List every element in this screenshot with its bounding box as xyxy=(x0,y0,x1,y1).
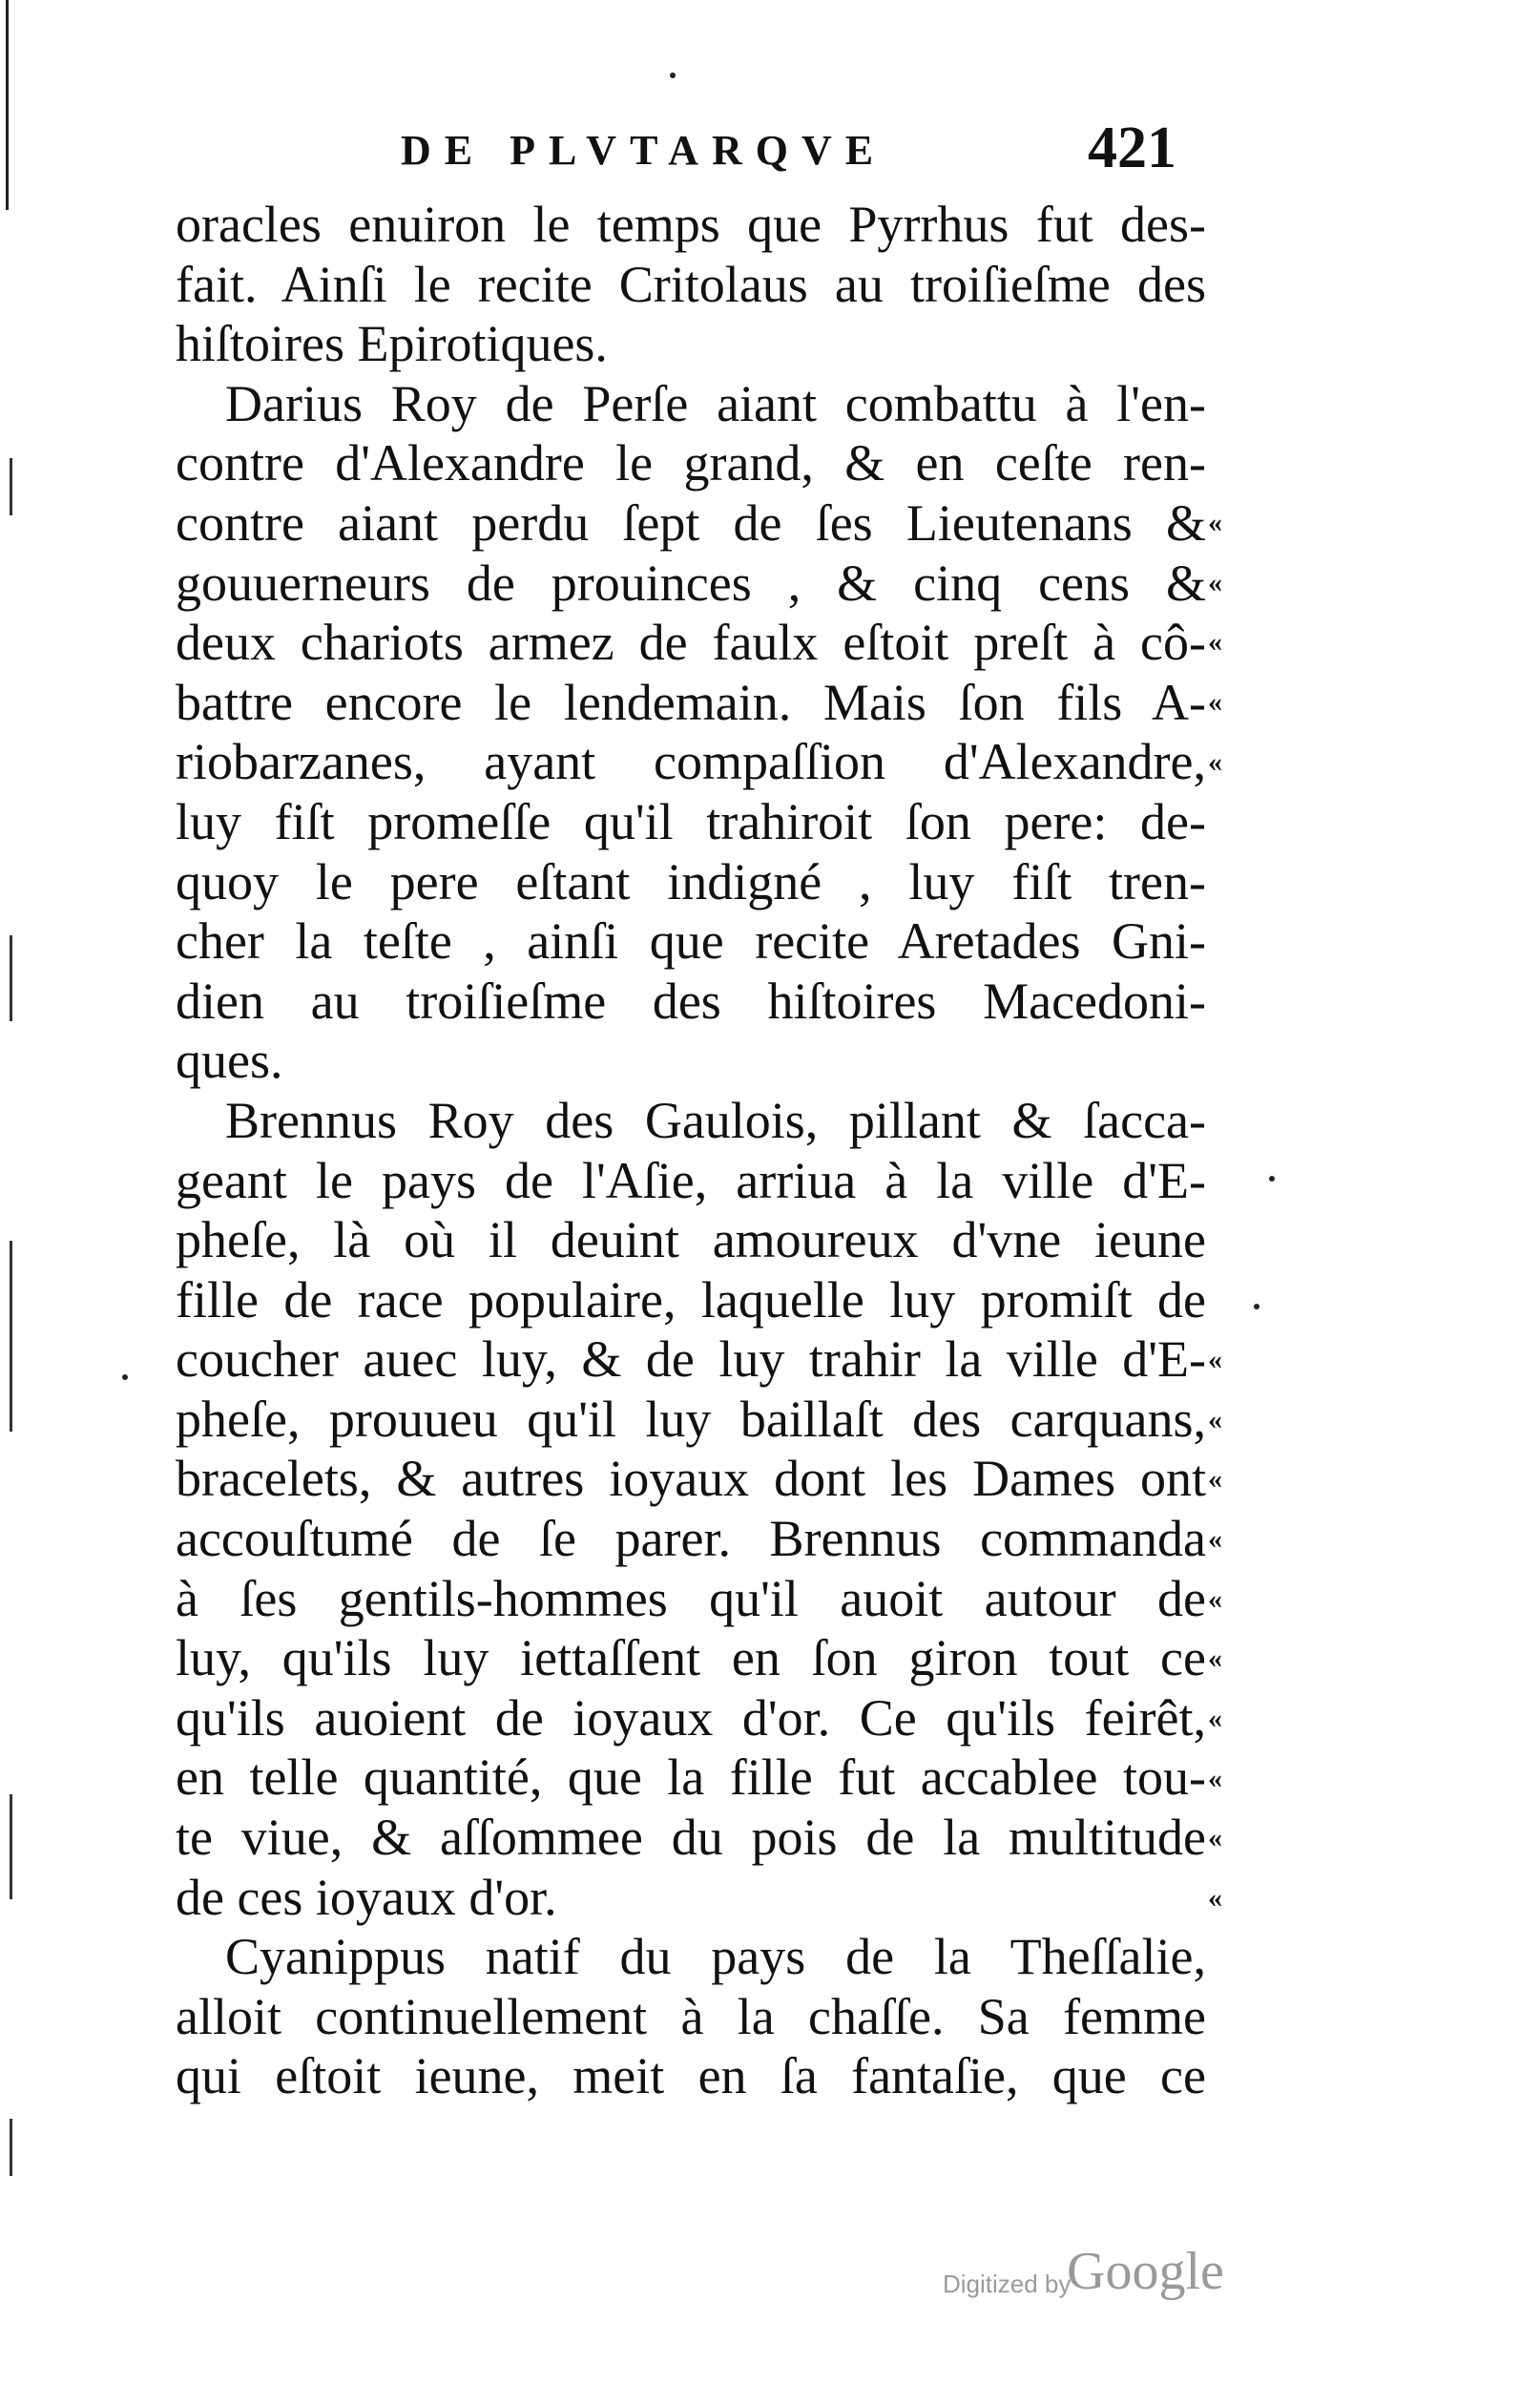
text-line: cher la teſte , ainſi que recite Aretades Gni- xyxy=(176,912,1206,971)
text-line: luy, qu'ils luy iettaſſent en ſon giron tout ce xyxy=(176,1629,1206,1687)
text-line: en telle quantité, que la fille fut accablee tou- xyxy=(176,1748,1206,1807)
text-line: fait. Ainſi le recite Critolaus au troiſieſme des xyxy=(176,255,1206,313)
text-line: alloit continuellement à la chaſſe. Sa femme xyxy=(176,1987,1206,2045)
text-line: luy fiſt promeſſe qu'il trahiroit ſon pere: de- xyxy=(176,792,1206,850)
marginal-quote-mark: « xyxy=(1208,1822,1222,1853)
text-line: qui eſtoit ieune, meit en ſa fantaſie, que ce xyxy=(176,2047,1206,2105)
scan-edge-mark xyxy=(10,458,12,515)
marginal-quote-mark: « xyxy=(1208,1643,1222,1674)
marginal-quote-mark: « xyxy=(1208,507,1222,538)
text-line: ques. xyxy=(176,1032,283,1090)
marginal-quote-mark: « xyxy=(1208,1583,1222,1615)
marginal-quote-mark: « xyxy=(1208,686,1222,718)
text-line: de ces ioyaux d'or. xyxy=(176,1868,557,1926)
text-line: quoy le pere eſtant indigné , luy fiſt tren- xyxy=(176,852,1206,910)
paragraph-start-line: Cyanippus natif du pays de la Theſſalie, xyxy=(225,1928,1206,1986)
scan-edge-mark xyxy=(10,935,12,1021)
marginal-quote-mark: « xyxy=(1208,746,1222,778)
page-number: 421 xyxy=(1088,115,1176,180)
marginal-quote-mark: « xyxy=(1208,1882,1222,1914)
text-line: dien au troiſieſme des hiſtoires Macedoni- xyxy=(176,972,1206,1030)
text-line: pheſe, là où il deuint amoureux d'vne ieune xyxy=(176,1211,1206,1269)
scan-edge-mark xyxy=(10,1794,12,1899)
print-speck xyxy=(122,1374,128,1380)
text-line: accouſtumé de ſe parer. Brennus commanda xyxy=(176,1510,1206,1568)
running-head: DE PLVTARQVE xyxy=(401,127,887,174)
text-line: geant le pays de l'Aſie, arriua à la ville d'E- xyxy=(176,1151,1206,1209)
text-line: oracles enuiron le temps que Pyrrhus fut des- xyxy=(176,196,1206,253)
text-line: battre encore le lendemain. Mais ſon fils A- xyxy=(176,673,1206,731)
marginal-quote-mark: « xyxy=(1208,626,1222,658)
paragraph-start-line: Darius Roy de Perſe aiant combattu à l'en- xyxy=(225,374,1206,432)
text-line: gouuerneurs de prouinces , & cinq cens & xyxy=(176,554,1206,612)
scan-edge-mark xyxy=(10,1241,12,1432)
scan-edge-mark xyxy=(10,2119,12,2176)
text-line: pheſe, prouueu qu'il luy baillaſt des carquans, xyxy=(176,1390,1206,1448)
print-speck xyxy=(1254,1304,1259,1309)
google-watermark: Google xyxy=(1067,2242,1224,2301)
text-line: te viue, & aſſommee du pois de la multitude xyxy=(176,1809,1206,1867)
text-line: riobarzanes, ayant compaſſion d'Alexandre, xyxy=(176,733,1206,791)
marginal-quote-mark: « xyxy=(1208,1523,1222,1555)
text-line: contre aiant perdu ſept de ſes Lieutenans & xyxy=(176,493,1206,552)
marginal-quote-mark: « xyxy=(1208,1763,1222,1794)
text-line: hiſtoires Epirotiques. xyxy=(176,315,608,373)
print-speck xyxy=(1269,1176,1275,1182)
text-line: fille de race populaire, laquelle luy promiſt de xyxy=(176,1270,1206,1329)
text-line: qu'ils auoient de ioyaux d'or. Ce qu'ils feirêt, xyxy=(176,1688,1206,1747)
body-text xyxy=(176,195,1206,2106)
marginal-quote-mark: « xyxy=(1208,1463,1222,1495)
marginal-quote-mark: « xyxy=(1208,1344,1222,1375)
marginal-quote-mark: « xyxy=(1208,1404,1222,1435)
marginal-quote-mark: « xyxy=(1208,1703,1222,1734)
paragraph-start-line: Brennus Roy des Gaulois, pillant & ſacca- xyxy=(225,1091,1206,1149)
scan-edge-line xyxy=(6,0,9,210)
text-line: bracelets, & autres ioyaux dont les Dames ont xyxy=(176,1450,1206,1508)
text-line: à ſes gentils-hommes qu'il auoit autour de xyxy=(176,1569,1206,1627)
print-speck xyxy=(670,73,676,78)
text-line: deux chariots armez de faulx eſtoit preſt à cô- xyxy=(176,614,1206,672)
text-line: coucher auec luy, & de luy trahir la ville d'E- xyxy=(176,1330,1206,1389)
text-line: contre d'Alexandre le grand, & en ceſte ren- xyxy=(176,434,1206,492)
digitized-by-label: Digitized by xyxy=(943,2270,1072,2298)
marginal-quote-mark: « xyxy=(1208,567,1222,598)
